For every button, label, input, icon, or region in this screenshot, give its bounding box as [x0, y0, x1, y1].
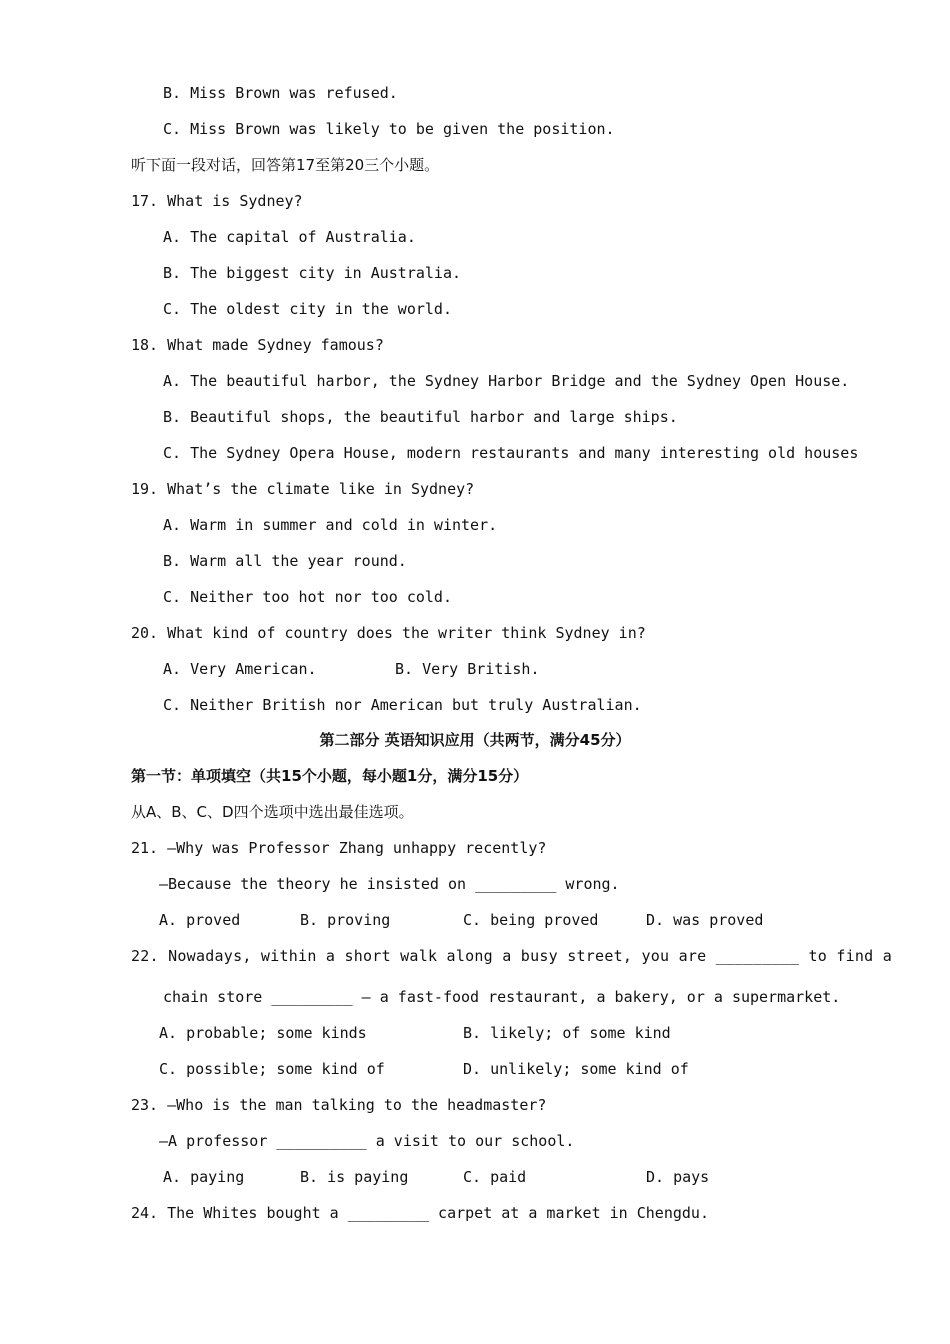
section-one-title: 第一节：单项填空（共15个小题，每小题1分，满分15分）	[131, 767, 529, 785]
q21-option-b: B. proving	[300, 911, 391, 929]
listening-instruction-17-20: 听下面一段对话，回答第17至第20三个小题。	[131, 156, 440, 174]
part-two-title: 第二部分 英语知识应用（共两节，满分45分）	[319, 731, 631, 749]
question-18: 18. What made Sydney famous?	[131, 336, 384, 354]
question-24: 24. The Whites bought a _________ carpet at a market in Chengdu.	[131, 1204, 709, 1222]
q23-option-d: D. pays	[646, 1168, 710, 1186]
question-21: 21. —Why was Professor Zhang unhappy recently?	[131, 839, 547, 857]
question-17: 17. What is Sydney?	[131, 192, 303, 210]
q16-option-b: B. Miss Brown was refused.	[163, 84, 398, 102]
question-19: 19. What’s the climate like in Sydney?	[131, 480, 475, 498]
q16-option-c: C. Miss Brown was likely to be given the position.	[163, 120, 615, 138]
q20-option-a: A. Very American.	[163, 660, 317, 678]
q21-reply: —Because the theory he insisted on _________ wrong.	[159, 875, 620, 893]
q17-option-c: C. The oldest city in the world.	[163, 300, 452, 318]
q20-option-c: C. Neither British nor American but truly Australian.	[163, 696, 642, 714]
q22-option-a: A. probable; some kinds	[159, 1024, 367, 1042]
q18-option-c: C. The Sydney Opera House, modern restaurants and many interesting old houses	[163, 444, 859, 462]
section-one-instruction: 从A、B、C、D四个选项中选出最佳选项。	[131, 803, 414, 821]
q19-option-b: B. Warm all the year round.	[163, 552, 407, 570]
q22-option-d: D. unlikely; some kind of	[463, 1060, 689, 1078]
question-20: 20. What kind of country does the writer think Sydney in?	[131, 624, 646, 642]
q21-option-d: D. was proved	[646, 911, 764, 929]
q21-option-a: A. proved	[159, 911, 241, 929]
question-22: 22. Nowadays, within a short walk along a busy street, you are _________ to find a	[131, 947, 893, 965]
q17-option-a: A. The capital of Australia.	[163, 228, 416, 246]
q23-option-a: A. paying	[163, 1168, 245, 1186]
q22-continuation: chain store _________ — a fast-food restaurant, a bakery, or a supermarket.	[163, 988, 841, 1006]
q23-option-c: C. paid	[463, 1168, 527, 1186]
question-23: 23. —Who is the man talking to the headmaster?	[131, 1096, 547, 1114]
q19-option-a: A. Warm in summer and cold in winter.	[163, 516, 498, 534]
q21-option-c: C. being proved	[463, 911, 599, 929]
q19-option-c: C. Neither too hot nor too cold.	[163, 588, 452, 606]
q23-option-b: B. is paying	[300, 1168, 409, 1186]
q23-reply: —A professor __________ a visit to our school.	[159, 1132, 575, 1150]
q18-option-a: A. The beautiful harbor, the Sydney Harbor Bridge and the Sydney Open House.	[163, 372, 850, 390]
q18-option-b: B. Beautiful shops, the beautiful harbor and large ships.	[163, 408, 678, 426]
q17-option-b: B. The biggest city in Australia.	[163, 264, 462, 282]
q20-option-b: B. Very British.	[395, 660, 540, 678]
q22-option-c: C. possible; some kind of	[159, 1060, 385, 1078]
q22-option-b: B. likely; of some kind	[463, 1024, 671, 1042]
